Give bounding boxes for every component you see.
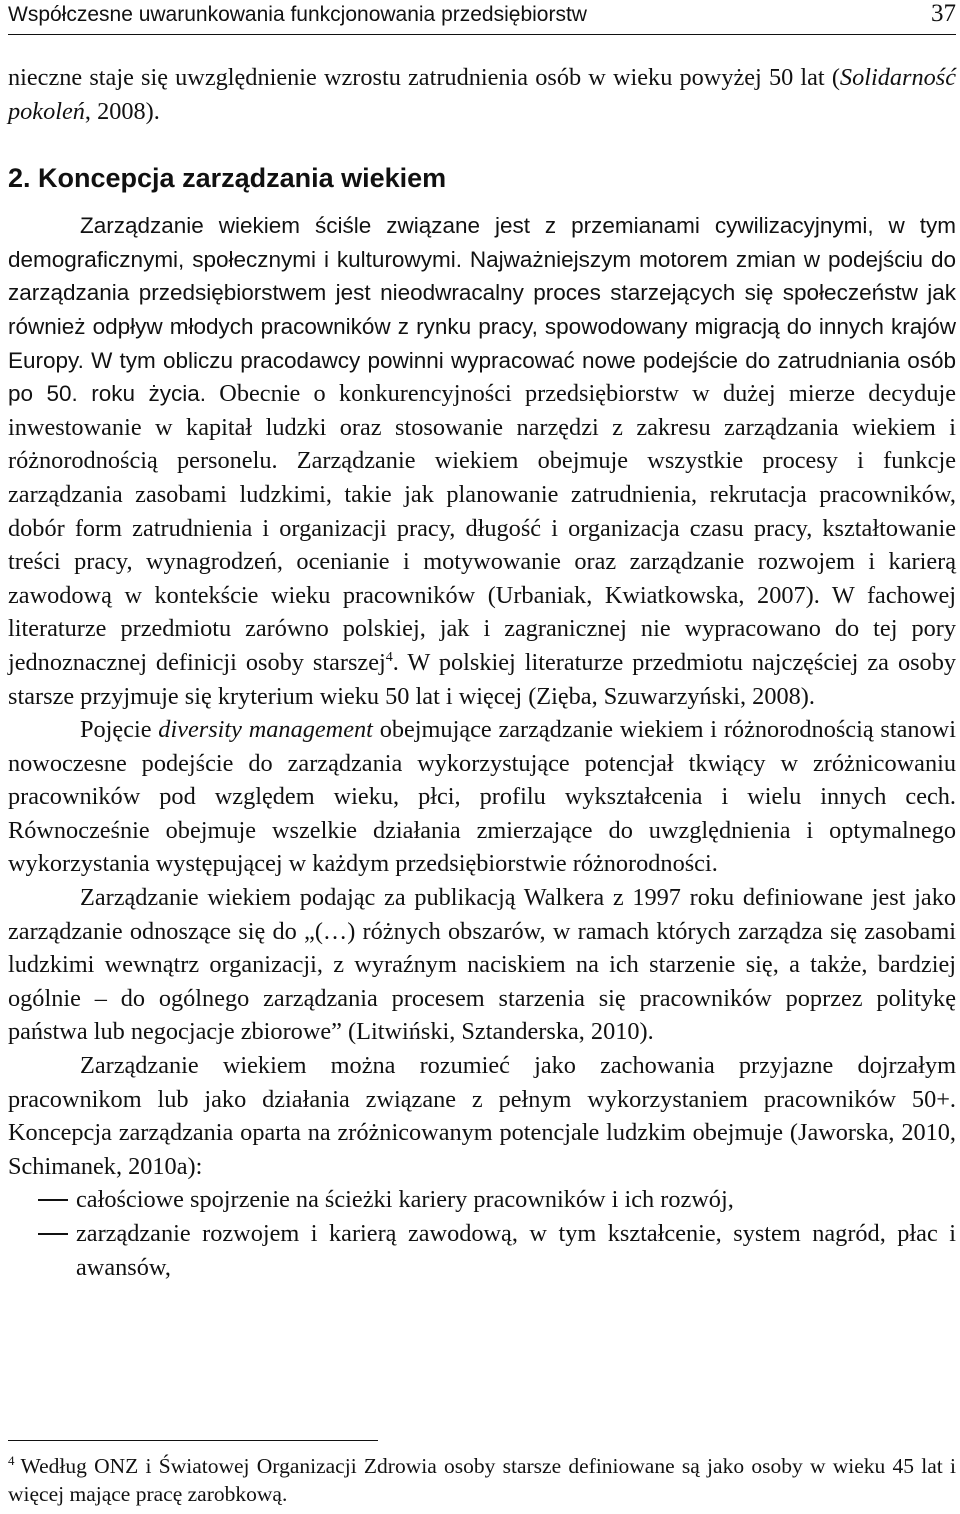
running-title: Współczesne uwarunkowania funkcjonowania przedsiębiorstw <box>8 3 587 26</box>
section-heading: 2. Koncepcja zarządzania wiekiem <box>8 163 447 194</box>
intro-line: nieczne staje się uwzględnienie wzrostu zatrudnienia osób w wieku powyżej 50 lat <box>8 64 825 91</box>
footnote-marker: 4 <box>8 1452 15 1468</box>
paragraph-4: Zarządzanie wiekiem można rozumieć jako zachowania przyjazne dojrzałym pracownikom lub jako działania związane z pełnym wykorzystaniem pracowników 50+. Koncepcja zarządzania oparta na zróżnicowanym potencjale ludzkim obejmuje (Jaworska, 2010, Schimanek, 2010a): <box>8 1052 956 1180</box>
diversity-term: diversity management <box>158 716 373 744</box>
paragraph-3: Zarządzanie wiekiem podając za publikacją Walkera z 1997 roku definiowane jest jako zarządzanie odnoszące się do „(…) różnych obszarów, w ramach których zarządza się zasobami ludzkimi wewnątrz organizacji, z wyraźnym naciskiem na ich starzenie się, a także, bardziej ogólnie – do ogólnego zarządzania procesem starzenia się pracowników poprzez politykę państwa lub negocjacje zbiorowe” (Litwiński, Sztanderska, 2010). <box>8 884 956 1046</box>
footnote <box>8 1452 956 1508</box>
paragraph-2-lead: Pojęcie <box>80 716 159 744</box>
paragraph-1-tail: . W polskiej literaturze przedmiotu najczęściej za osoby starsze przyjmuje się kryterium wieku 50 lat i więcej (Zięba, Szuwarzyński, 2008). <box>8 648 956 710</box>
dash-bullet <box>38 1233 68 1235</box>
paragraph-1-serif: Obecnie o konkurencyjności przedsiębiorstw w dużej mierze decyduje inwestowanie w kapitał ludzki oraz stosowanie narzędzi z zakresu zarządzania wiekiem i różnorodnością personelu. Zarządzanie wiekiem obejmuje wszystkie procesy i funkcje zarządzania zasobami ludzkimi, takie jak planowanie zatrudnienia, rekrutacja pracowników, dobór form zatrudnienia i organizacji pracy, długość i organizacja czasu pracy, kształtowanie treści pracy, wynagrodzeń, ocenianie i motywowanie oraz zarządzanie rozwojem i karierą zawodową w kontekście wieku pracowników (Urbaniak, Kwiatkowska, 2007). W fachowej literaturze przedmiotu zarówno polskiej, jak i zagranicznej nie wypracowano do tej pory jednoznacznej definicji osoby starszej <box>8 380 957 676</box>
dash-bullet <box>38 1199 68 1201</box>
list-item <box>8 1183 956 1217</box>
list-item-text: całościowe spojrzenie na ścieżki kariery pracowników i ich rozwój, <box>76 1186 734 1214</box>
body-text <box>8 61 956 1284</box>
intro-paragraph <box>8 61 956 128</box>
paren-open: ( <box>831 64 840 91</box>
paragraph-1 <box>8 209 956 713</box>
citation-rest: , 2008). <box>84 97 160 125</box>
paragraph-1-sans: Zarządzanie wiekiem ściśle związane jest z przemianami cywilizacyjnymi, w tym demograficznymi, społecznymi i kulturowymi. Najważniejszym motorem zmian w podejściu do zarządzania przedsiębiorstwem jest nieodwracalny proces starzejących się społeczeństw jak również odpływ młodych pracowników z rynku pracy, spowodowany migracją do innych krajów Europy. W tym obliczu pracodawcy powinni wypracować nowe podejście do zatrudniania osób po 50. roku życia. <box>8 213 956 407</box>
paragraph-2-rest: obejmujące zarządzanie wiekiem i różnorodnością stanowi nowoczesne podejście do zarządzania wykorzystujące potencjał tkwiący w zróżnicowaniu pracowników pod względem wieku, płci, profilu wykształcenia i wielu innych cech. Równocześnie obejmuje wszelkie działania zmierzające do uwzględnienia i optymalnego wykorzystania występującej w każdym przedsiębiorstwie różnorodności. <box>8 716 956 878</box>
list-item <box>8 1217 956 1284</box>
footnote-text: Według ONZ i Światowej Organizacji Zdrowia osoby starsze definiowane są jako osoby w wieku 45 lat i więcej mające pracę zarobkową. <box>8 1454 956 1506</box>
paragraph-2 <box>8 713 956 881</box>
footnote-rule <box>8 1440 378 1441</box>
citation-title: Solidarność pokoleń <box>8 64 957 125</box>
list-item-text: zarządzanie rozwojem i karierą zawodową, w tym kształcenie, system nagród, płac i awansów, <box>76 1220 956 1281</box>
footnote-reference: 4 <box>385 649 393 665</box>
dash-list <box>8 1183 956 1284</box>
running-header <box>8 0 956 35</box>
page-number: 37 <box>931 0 956 27</box>
